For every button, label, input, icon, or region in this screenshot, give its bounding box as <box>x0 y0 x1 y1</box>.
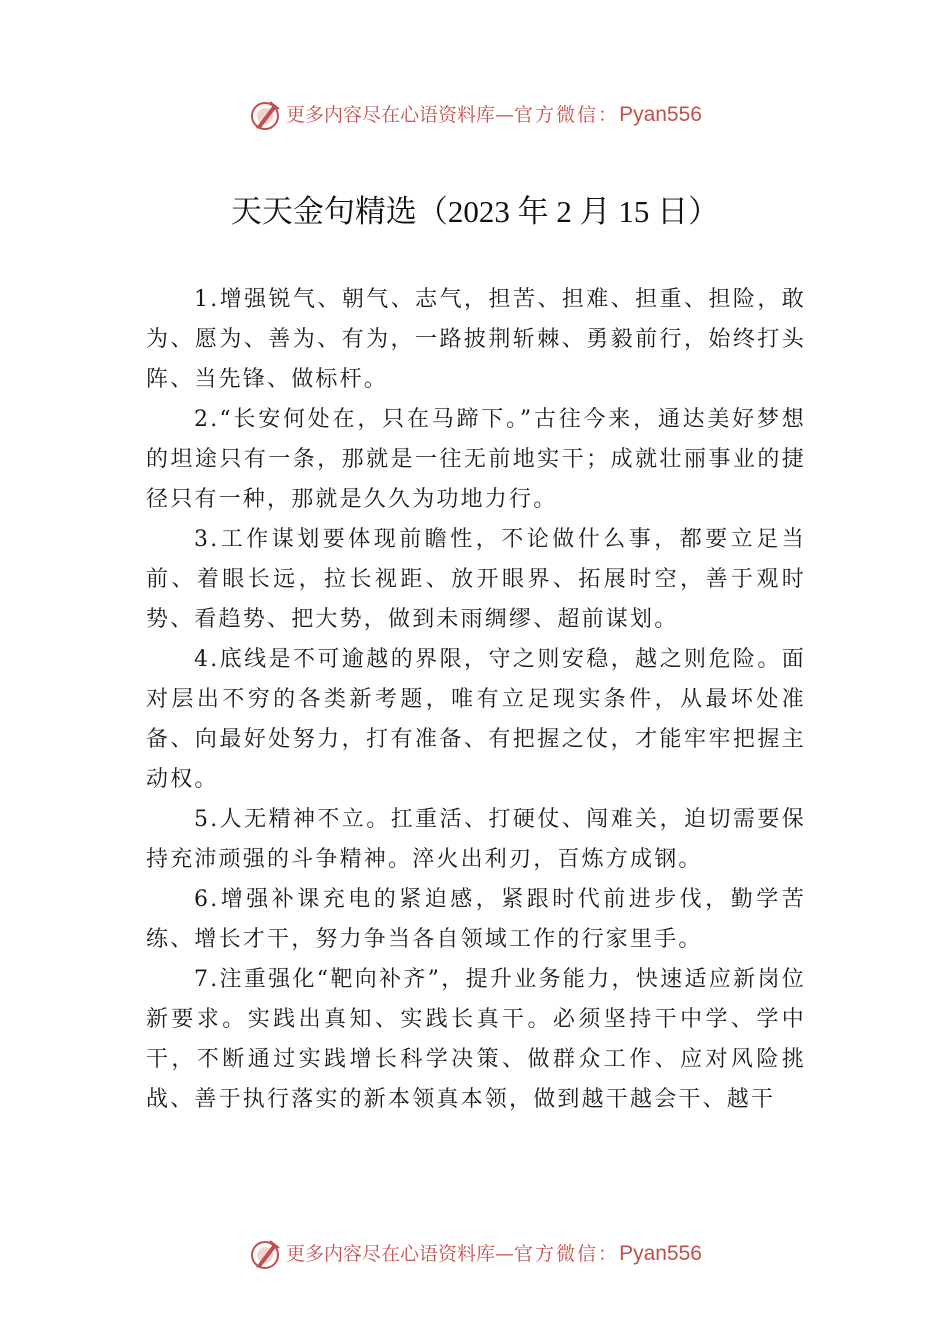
banner-wechat-id: Pyan556 <box>619 1242 702 1265</box>
quote-paragraph-4: 4.底线是不可逾越的界限，守之则安稳，越之则危险。面对层出不穷的各类新考题，唯有立足现实条件，从最坏处准备、向最好处努力，打有准备、有把握之仗，才能牢牢把握主动权。 <box>146 647 806 792</box>
quill-logo-icon <box>248 98 282 132</box>
quote-paragraph-3: 3.工作谋划要体现前瞻性，不论做什么事，都要立足当前、着眼长远，拉长视距、放开眼界、拓展时空，善于观时势、看趋势、把大势，做到未雨绸缪、超前谋划。 <box>146 527 806 632</box>
banner-wechat-label: 官方微信： <box>514 1243 620 1265</box>
document-body <box>146 280 806 1120</box>
quote-paragraph-2: 2.“长安何处在，只在马蹄下。”古往今来，通达美好梦想的坦途只有一条，那就是一往无前地实干；成就壮丽事业的捷径只有一种，那就是久久为功地力行。 <box>146 407 806 512</box>
quote-paragraph-1: 1.增强锐气、朝气、志气，担苦、担难、担重、担险，敢 为、愿为、善为、有为，一路披荆斩棘、勇毅前行，始终打头阵、当先锋、做标杆。 <box>146 287 806 392</box>
header-banner <box>0 98 950 132</box>
banner-text: 更多内容尽在心语资料库— <box>286 104 515 126</box>
banner-wechat-id: Pyan556 <box>619 103 702 126</box>
quote-paragraph-5: 5.人无精神不立。扛重活、打硬仗、闯难关，迫切需要保持充沛顽强的斗争精神。淬火出利刃，百炼方成钢。 <box>146 807 806 872</box>
banner-text: 更多内容尽在心语资料库— <box>286 1243 515 1265</box>
banner-wechat-label: 官方微信： <box>514 104 620 126</box>
quote-paragraph-6: 6.增强补课充电的紧迫感，紧跟时代前进步伐，勤学苦练、增长才干，努力争当各自领域工作的行家里手。 <box>146 887 806 952</box>
document-title: 天天金句精选（2023 年 2 月 15 日） <box>230 194 720 229</box>
footer-banner <box>0 1237 950 1271</box>
quote-paragraph-7: 7.注重强化“靶向补齐”，提升业务能力，快速适应新岗位新要求。实践出真知、实践长真干。必须坚持干中学、学中干，不断通过实践增长科学决策、做群众工作、应对风险挑战、善于执行落实的新本领真本领，做到越干越会干、越干 <box>146 967 806 1112</box>
quill-logo-icon <box>248 1237 282 1271</box>
